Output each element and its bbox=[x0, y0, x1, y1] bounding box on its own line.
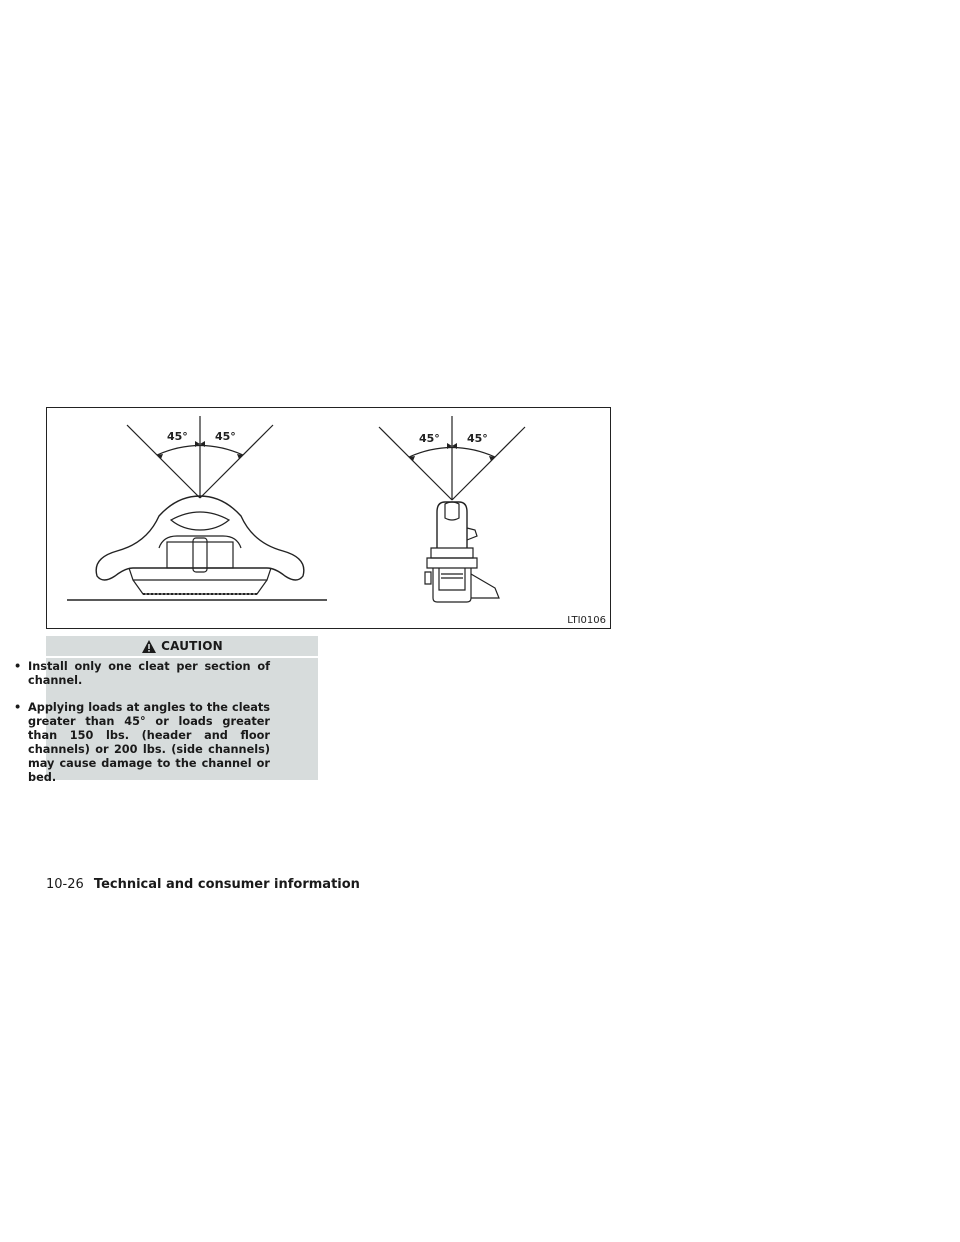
page-footer bbox=[46, 877, 360, 892]
right-cleat-view bbox=[379, 416, 525, 602]
right-angle-line-right bbox=[452, 427, 525, 500]
page-number: 10-26 bbox=[46, 877, 84, 892]
section-title: Technical and consumer information bbox=[93, 877, 360, 892]
right-angle-label-b: 45° bbox=[467, 432, 488, 445]
left-angle-line-left bbox=[127, 425, 200, 498]
right-cleat-body bbox=[437, 502, 467, 548]
figure-code: LTI0106 bbox=[567, 615, 606, 626]
warning-triangle-icon bbox=[141, 639, 157, 654]
right-angle-line-left bbox=[379, 427, 452, 500]
bullet: • bbox=[14, 701, 22, 714]
caution-header bbox=[46, 636, 318, 658]
caution-list-item bbox=[14, 660, 270, 688]
cleat-illustration bbox=[46, 407, 611, 629]
caution-list-item bbox=[14, 701, 270, 785]
right-angle-label-a: 45° bbox=[419, 432, 440, 445]
left-angle-label-a: 45° bbox=[167, 430, 188, 443]
left-angle-label-b: 45° bbox=[215, 430, 236, 443]
caution-title: CAUTION bbox=[161, 639, 223, 653]
cleat-diagram-svg bbox=[47, 408, 612, 630]
left-angle-line-right bbox=[200, 425, 273, 498]
left-cleat-view bbox=[67, 416, 327, 600]
caution-item-text: Applying loads at angles to the cleats greater than 45° or loads greater than 150 lbs. (header and floor channels) or 200 lbs. (side channels) may cause damage to the channel or bed. bbox=[28, 701, 270, 784]
bullet: • bbox=[14, 660, 22, 673]
caution-item-text: Install only one cleat per section of channel. bbox=[28, 660, 270, 687]
